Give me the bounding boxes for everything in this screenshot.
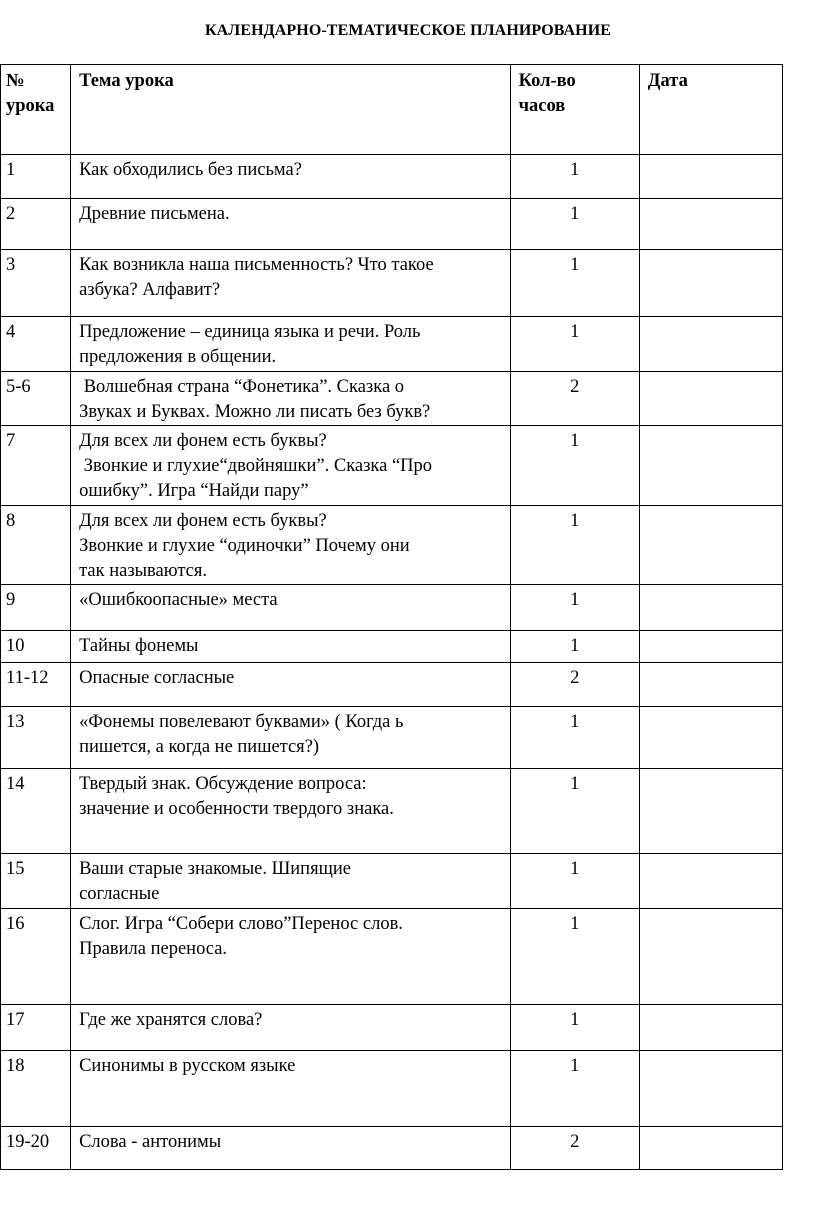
lesson-topic-cell: [71, 317, 511, 372]
lesson-topic-line: Твердый знак. Обсуждение вопроса:: [79, 774, 367, 794]
hours-count-cell: 1: [510, 631, 639, 663]
hours-count-cell: 1: [510, 317, 639, 372]
lesson-topic-cell: [71, 769, 511, 854]
lesson-topic-cell: [71, 199, 511, 250]
table-row: [1, 199, 783, 250]
lesson-topic-line: Синонимы в русском языке: [79, 1056, 296, 1076]
table-row: [1, 909, 783, 1005]
table-row: [1, 1005, 783, 1051]
lesson-number-cell: 13: [1, 707, 71, 769]
date-cell: [639, 1051, 782, 1127]
lesson-number-cell: 11-12: [1, 663, 71, 707]
table-row: [1, 250, 783, 317]
header-date-text: Дата: [647, 71, 688, 91]
lesson-number-cell: 18: [1, 1051, 71, 1127]
lesson-number-cell: 16: [1, 909, 71, 1005]
lesson-topic-cell: [71, 909, 511, 1005]
table-row: [1, 372, 783, 426]
table-row: [1, 155, 783, 199]
lesson-topic-line: Как обходились без письма?: [79, 160, 302, 180]
lesson-number-cell: 15: [1, 854, 71, 909]
lesson-number-cell: 14: [1, 769, 71, 854]
lesson-topic-cell: [71, 663, 511, 707]
lesson-topic-cell: [71, 155, 511, 199]
table-row: [1, 1127, 783, 1170]
document-title: КАЛЕНДАРНО-ТЕМАТИЧЕСКОЕ ПЛАНИРОВАНИЕ: [204, 22, 612, 39]
hours-count-cell: 2: [510, 663, 639, 707]
date-cell: [639, 506, 782, 585]
lesson-topic-line: предложения в общении.: [79, 347, 277, 367]
header-lesson-topic: [71, 65, 511, 155]
lesson-plan-table: [0, 64, 783, 1170]
lesson-number-cell: 3: [1, 250, 71, 317]
lesson-topic-cell: [71, 854, 511, 909]
lesson-number-cell: 8: [1, 506, 71, 585]
lesson-topic-line: азбука? Алфавит?: [79, 280, 221, 300]
lesson-topic-line: Слог. Игра “Собери слово”Перенос слов.: [79, 914, 403, 934]
hours-count-cell: 1: [510, 506, 639, 585]
lesson-topic-cell: [71, 1051, 511, 1127]
date-cell: [639, 372, 782, 426]
table-row: [1, 631, 783, 663]
hours-count-cell: 2: [510, 1127, 639, 1170]
table-row: [1, 506, 783, 585]
header-hours-line1: Кол-во: [518, 71, 576, 91]
lesson-topic-line: Ваши старые знакомые. Шипящие: [79, 859, 351, 879]
hours-count-cell: 1: [510, 250, 639, 317]
lesson-topic-line: Тайны фонемы: [79, 636, 199, 656]
lesson-topic-line: Древние письмена.: [79, 204, 230, 224]
header-date: [639, 65, 782, 155]
date-cell: [639, 1127, 782, 1170]
hours-count-cell: 1: [510, 199, 639, 250]
table-row: [1, 769, 783, 854]
date-cell: [639, 317, 782, 372]
lesson-topic-line: «Ошибкоопасные» места: [79, 590, 278, 610]
date-cell: [639, 585, 782, 631]
lesson-topic-line: пишется, а когда не пишется?): [79, 737, 320, 757]
hours-count-cell: 1: [510, 769, 639, 854]
date-cell: [639, 199, 782, 250]
table-row: [1, 317, 783, 372]
lesson-number-cell: 5-6: [1, 372, 71, 426]
lesson-topic-line: Предложение – единица языка и речи. Роль: [79, 322, 421, 342]
table-row: [1, 663, 783, 707]
lesson-number-cell: 19-20: [1, 1127, 71, 1170]
date-cell: [639, 769, 782, 854]
lesson-number-cell: 1: [1, 155, 71, 199]
lesson-topic-line: Опасные согласные: [79, 668, 235, 688]
table-row: [1, 1051, 783, 1127]
hours-count-cell: 1: [510, 909, 639, 1005]
date-cell: [639, 155, 782, 199]
lesson-topic-line: так называются.: [79, 561, 207, 581]
date-cell: [639, 909, 782, 1005]
lesson-topic-line: «Фонемы повелевают буквами» ( Когда ь: [79, 712, 404, 732]
lesson-topic-line: Звонкие и глухие “одиночки” Почему они: [79, 536, 410, 556]
lesson-topic-line: Волшебная страна “Фонетика”. Сказка о: [79, 377, 405, 397]
table-row: [1, 854, 783, 909]
header-lesson-topic-text: Тема урока: [79, 71, 174, 91]
lesson-topic-line: Как возникла наша письменность? Что такое: [79, 255, 434, 275]
lesson-topic-cell: [71, 506, 511, 585]
hours-count-cell: 1: [510, 854, 639, 909]
header-hours-count: [510, 65, 639, 155]
lesson-topic-line: Звуках и Буквах. Можно ли писать без букв?: [79, 402, 431, 422]
date-cell: [639, 707, 782, 769]
header-lesson-number: [1, 65, 71, 155]
lesson-topic-line: Для всех ли фонем есть буквы?: [79, 431, 327, 451]
hours-count-cell: 1: [510, 707, 639, 769]
lesson-topic-line: Звонкие и глухие“двойняшки”. Сказка “Про: [79, 456, 433, 476]
table-body: [1, 155, 783, 1170]
hours-count-cell: 1: [510, 585, 639, 631]
lesson-topic-line: согласные: [79, 884, 160, 904]
date-cell: [639, 663, 782, 707]
lesson-topic-cell: [71, 1005, 511, 1051]
header-lesson-number-line1: №: [6, 71, 25, 91]
table-row: [1, 585, 783, 631]
lesson-topic-line: значение и особенности твердого знака.: [79, 799, 394, 819]
hours-count-cell: 1: [510, 426, 639, 506]
lesson-topic-line: Для всех ли фонем есть буквы?: [79, 511, 327, 531]
lesson-number-cell: 9: [1, 585, 71, 631]
date-cell: [639, 426, 782, 506]
lesson-number-cell: 17: [1, 1005, 71, 1051]
lesson-topic-cell: [71, 426, 511, 506]
header-lesson-number-line2: урока: [6, 96, 55, 116]
lesson-topic-cell: [71, 1127, 511, 1170]
table-header-row: [1, 65, 783, 155]
date-cell: [639, 631, 782, 663]
lesson-topic-cell: [71, 707, 511, 769]
lesson-topic-line: Слова - антонимы: [79, 1132, 222, 1152]
lesson-number-cell: 7: [1, 426, 71, 506]
table-row: [1, 426, 783, 506]
hours-count-cell: 1: [510, 1005, 639, 1051]
lesson-topic-cell: [71, 250, 511, 317]
hours-count-cell: 1: [510, 155, 639, 199]
lesson-number-cell: 10: [1, 631, 71, 663]
lesson-topic-cell: [71, 585, 511, 631]
lesson-topic-line: Где же хранятся слова?: [79, 1010, 263, 1030]
lesson-topic-cell: [71, 631, 511, 663]
lesson-topic-cell: [71, 372, 511, 426]
lesson-topic-line: Правила переноса.: [79, 939, 228, 959]
date-cell: [639, 250, 782, 317]
date-cell: [639, 854, 782, 909]
lesson-topic-line: ошибку”. Игра “Найди пару”: [79, 481, 309, 501]
hours-count-cell: 2: [510, 372, 639, 426]
header-hours-line2: часов: [518, 96, 566, 116]
lesson-number-cell: 4: [1, 317, 71, 372]
lesson-number-cell: 2: [1, 199, 71, 250]
hours-count-cell: 1: [510, 1051, 639, 1127]
date-cell: [639, 1005, 782, 1051]
table-row: [1, 707, 783, 769]
